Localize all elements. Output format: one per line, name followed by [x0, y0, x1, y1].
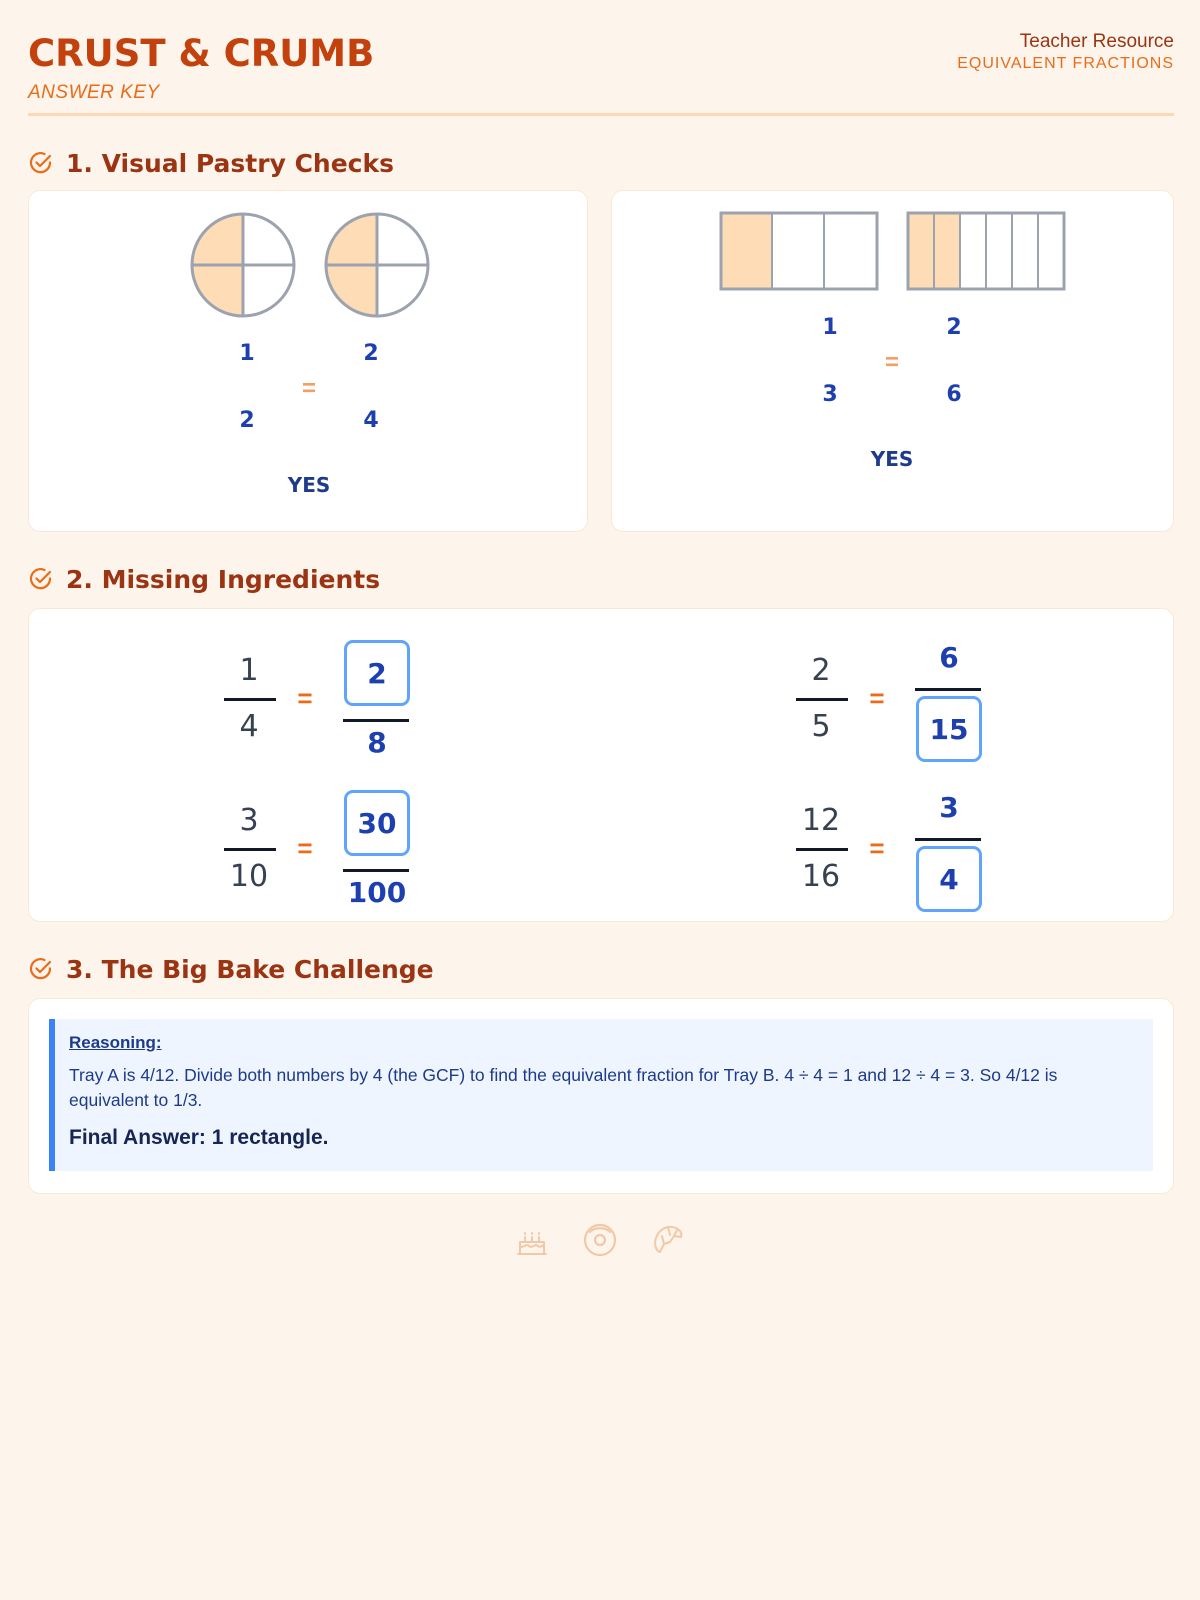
- answer-box: 4: [916, 846, 982, 912]
- left-numerator: 1: [239, 341, 255, 366]
- bar-model-sixths: [906, 211, 1066, 291]
- given-numerator: 3: [239, 803, 259, 838]
- check-circle-icon: [28, 566, 54, 592]
- check-circle-icon: [28, 150, 54, 176]
- croissant-icon: [650, 1222, 686, 1258]
- answer-denominator: 8: [367, 726, 387, 759]
- problem-2: [791, 629, 1011, 759]
- given-denominator: 5: [811, 709, 831, 744]
- equals-sign: =: [297, 833, 313, 863]
- check-circle-icon: [28, 956, 54, 982]
- brand-title: CRUST & CRUMB: [28, 32, 375, 75]
- problem-4: [791, 779, 1011, 909]
- section-missing-title: 2. Missing Ingredients: [28, 562, 380, 596]
- answer-numerator: 6: [939, 641, 959, 674]
- fraction-bar: [343, 869, 409, 872]
- right-numerator: 2: [363, 341, 379, 366]
- reasoning-label: Reasoning:: [69, 1033, 162, 1052]
- given-denominator: 4: [239, 709, 259, 744]
- answer-numerator: 3: [939, 791, 959, 824]
- fraction-bar: [796, 698, 848, 701]
- problem-3: [219, 779, 439, 909]
- resource-label: Teacher Resource: [1019, 31, 1174, 52]
- page-header: [28, 28, 1174, 116]
- left-denominator: 2: [239, 408, 255, 433]
- section-challenge-title: 3. The Big Bake Challenge: [28, 952, 434, 986]
- footer-icons: [0, 1222, 1200, 1258]
- fraction-bar: [796, 848, 848, 851]
- answer-box: 30: [344, 790, 410, 856]
- equals-sign: =: [301, 375, 316, 402]
- right-numerator: 2: [946, 315, 962, 340]
- answer-yes: YES: [870, 447, 914, 471]
- equals-sign: =: [869, 833, 885, 863]
- final-answer: Final Answer: 1 rectangle.: [69, 1126, 329, 1149]
- visual-check-card-2: [611, 190, 1174, 532]
- visual-check-card-1: [28, 190, 588, 532]
- given-numerator: 12: [801, 803, 841, 838]
- left-numerator: 1: [822, 315, 838, 340]
- topic-label: EQUIVALENT FRACTIONS: [957, 55, 1174, 72]
- reasoning-callout: [49, 1019, 1153, 1171]
- challenge-card: [28, 998, 1174, 1194]
- fraction-bar: [915, 838, 981, 841]
- equals-sign: =: [869, 683, 885, 713]
- cake-icon: [514, 1222, 550, 1258]
- answer-key-label: ANSWER KEY: [28, 82, 160, 103]
- fraction-bar: [343, 719, 409, 722]
- answer-box: 2: [344, 640, 410, 706]
- problem-1: [219, 629, 439, 759]
- circle-model-half: [189, 211, 297, 319]
- reasoning-text: Tray A is 4/12. Divide both numbers by 4 (the GCF) to find the equivalent fraction for Tray B. 4 ÷ 4 = 1 and 12 ÷ 4 = 3. So 4/12 is equivalent to 1/3.: [69, 1065, 1058, 1110]
- fraction-bar: [224, 698, 276, 701]
- right-denominator: 4: [363, 408, 379, 433]
- given-denominator: 10: [229, 859, 269, 894]
- fraction-bar: [915, 688, 981, 691]
- circle-model-quarters: [323, 211, 431, 319]
- donut-icon: [582, 1222, 618, 1258]
- bar-model-thirds: [719, 211, 879, 291]
- given-denominator: 16: [801, 859, 841, 894]
- equals-sign: =: [297, 683, 313, 713]
- equals-sign: =: [884, 349, 899, 376]
- answer-box: 15: [916, 696, 982, 762]
- section-visual-title: 1. Visual Pastry Checks: [28, 146, 394, 180]
- given-numerator: 1: [239, 653, 259, 688]
- missing-ingredients-card: [28, 608, 1174, 922]
- answer-denominator: 100: [347, 876, 407, 909]
- right-denominator: 6: [946, 382, 962, 407]
- left-denominator: 3: [822, 382, 838, 407]
- answer-yes: YES: [287, 473, 331, 497]
- given-numerator: 2: [811, 653, 831, 688]
- fraction-bar: [224, 848, 276, 851]
